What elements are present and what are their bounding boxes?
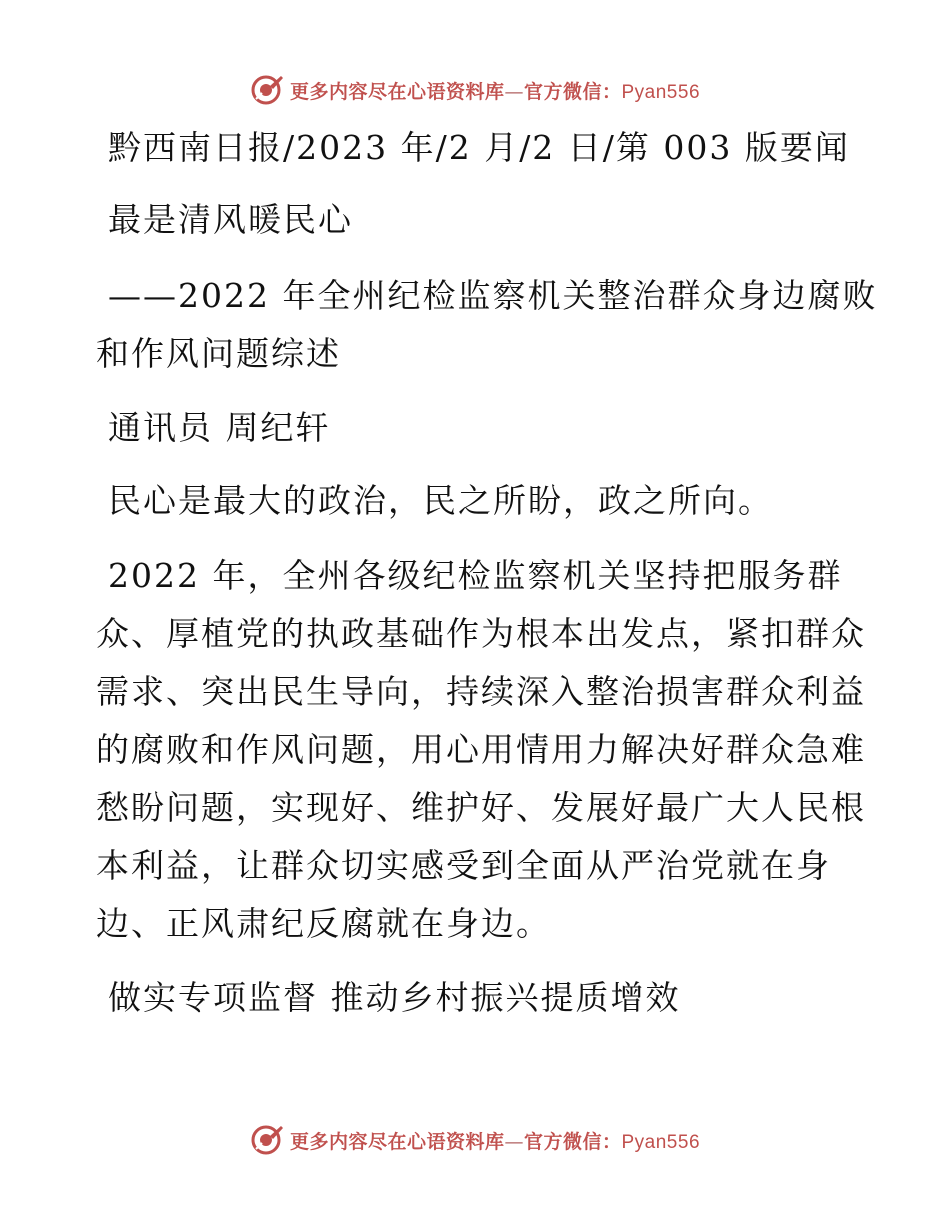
- section-heading: 做实专项监督 推动乡村振兴提质增效: [108, 978, 681, 1017]
- watermark-banner-top: [0, 70, 950, 110]
- paragraph-line: 愁盼问题，实现好、维护好、发展好最广大人民根: [96, 788, 866, 827]
- paragraph-line: 众、厚植党的执政基础作为根本出发点，紧扣群众: [96, 614, 866, 653]
- source-line: 黔西南日报/2023 年/2 月/2 日/第 003 版要闻: [108, 128, 850, 167]
- paragraph-line: 的腐败和作风问题，用心用情用力解决好群众急难: [96, 730, 866, 769]
- watermark-banner-bottom: [0, 1120, 950, 1160]
- watermark-text: 更多内容尽在心语资料库—官方微信：Pyan556: [289, 80, 701, 103]
- subtitle-line-1: ——2022 年全州纪检监察机关整治群众身边腐败: [108, 276, 878, 315]
- subtitle-line-2: 和作风问题综述: [96, 334, 341, 373]
- watermark-text: 更多内容尽在心语资料库—官方微信：Pyan556: [289, 1130, 701, 1153]
- paragraph-line: 本利益，让群众切实感受到全面从严治党就在身: [96, 846, 831, 885]
- lead-paragraph: 民心是最大的政治，民之所盼，政之所向。: [108, 481, 773, 520]
- headline: 最是清风暖民心: [108, 200, 353, 239]
- byline: 通讯员 周纪轩: [108, 408, 331, 447]
- paragraph-line: 边、正风肃纪反腐就在身边。: [96, 904, 551, 943]
- paragraph-line: 需求、突出民生导向，持续深入整治损害群众利益: [96, 672, 866, 711]
- paragraph-line: 2022 年，全州各级纪检监察机关坚持把服务群: [108, 556, 843, 595]
- pen-logo-icon: [250, 1123, 284, 1157]
- pen-logo-icon: [250, 73, 284, 107]
